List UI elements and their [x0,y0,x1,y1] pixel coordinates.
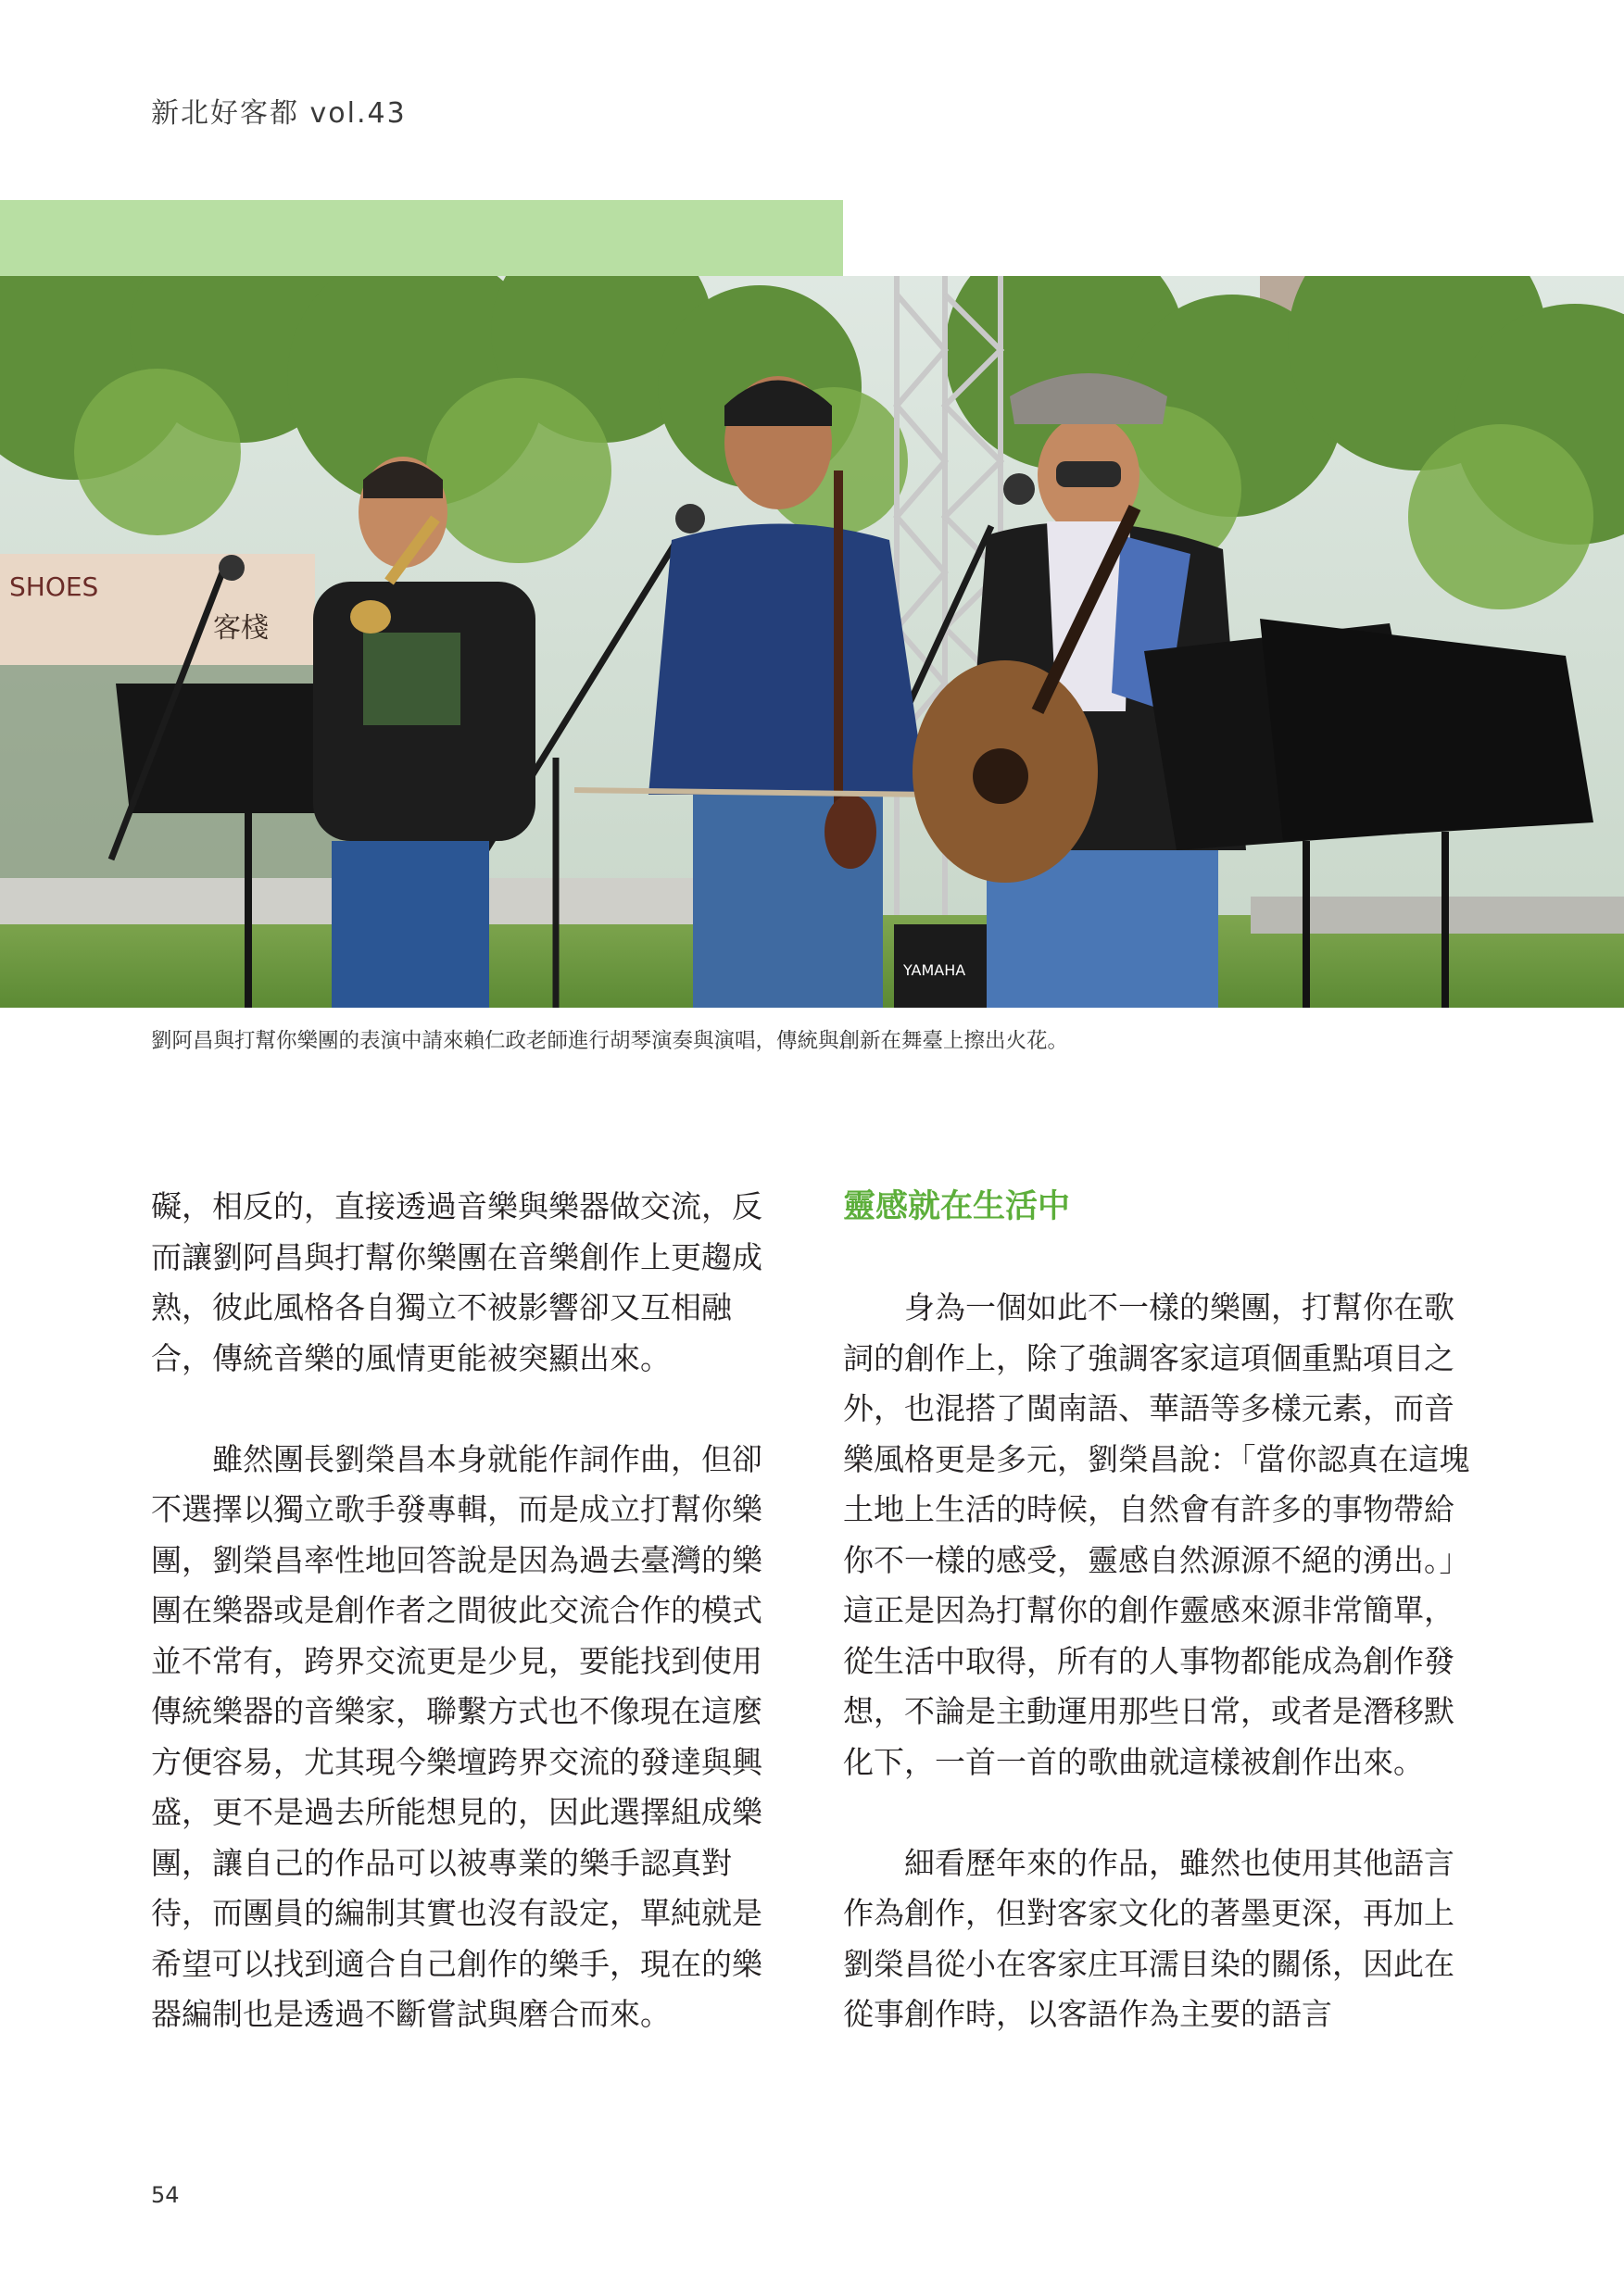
left-column [151,1182,781,2040]
magazine-header: 新北好客都 vol.43 [151,97,407,130]
left-paragraph-2: 雖然團長劉榮昌本身就能作詞作曲，但卻不選擇以獨立歌手發專輯，而是成立打幫你樂團，劉榮昌率性地回答說是因為過去臺灣的樂團在樂器或是創作者之間彼此交流合作的模式並不常有，跨界交流更是少見，要能找到使用傳統樂器的音樂家，聯繫方式也不像現在這麼方便容易，尤其現今樂壇跨界交流的發達與興盛，更不是過去所能想見的，因此選擇組成樂團，讓自己的作品可以被專業的樂手認真對待，而團員的編制其實也沒有設定，單純就是希望可以找到適合自己創作的樂手，現在的樂器編制也是透過不斷嘗試與磨合而來。 [151,1440,762,2032]
green-banner [0,200,843,276]
stage-photo [0,276,1624,1008]
page-number: 54 [151,2182,180,2208]
section-title: 靈感就在生活中 [843,1188,1071,1225]
right-paragraph-1: 身為一個如此不一樣的樂團，打幫你在歌詞的創作上，除了強調客家這項個重點項目之外，也混搭了閩南語、華語等多樣元素，而音樂風格更是多元，劉榮昌說：「當你認真在這塊土地上生活的時候，自然會有許多的事物帶給你不一樣的感受，靈感自然源源不絕的湧出。」這正是因為打幫你的創作靈感來源非常簡單，從生活中取得，所有的人事物都能成為創作發想，不論是主動運用那些日常，或者是潛移默化下，一首一首的歌曲就這樣被創作出來。 [843,1289,1470,1780]
shop-sign-text: SHOES [9,571,99,602]
right-column [843,1182,1473,2040]
photo-caption: 劉阿昌與打幫你樂團的表演中請來賴仁政老師進行胡琴演奏與演唱，傳統與創新在舞臺上擦出火花。 [151,1029,1069,1053]
left-paragraph-1: 礙，相反的，直接透過音樂與樂器做交流，反而讓劉阿昌與打幫你樂團在音樂創作上更趨成熟，彼此風格各自獨立不被影響卻又互相融合，傳統音樂的風情更能被突顯出來。 [151,1188,762,1376]
right-paragraph-2: 細看歷年來的作品，雖然也使用其他語言作為創作，但對客家文化的著墨更深，再加上劉榮昌從小在客家庄耳濡目染的關係，因此在從事創作時，以客語作為主要的語言 [843,1844,1454,2032]
drum-brand: YAMAHA [903,961,966,979]
shop-sign-chinese: 客棧 [213,612,269,645]
